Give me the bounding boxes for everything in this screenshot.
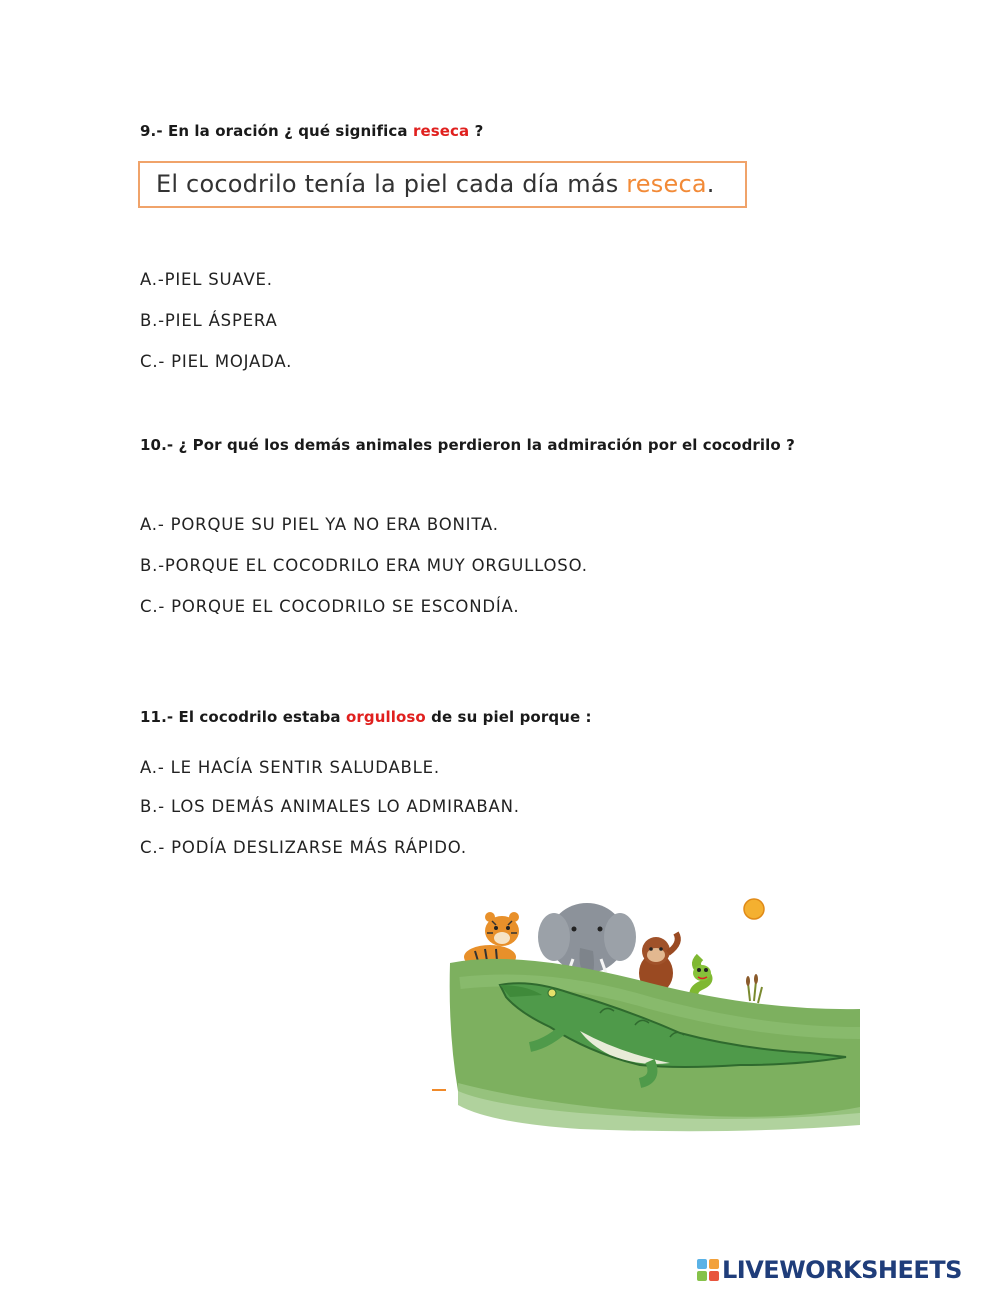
example-sentence xyxy=(156,170,715,198)
question-11-highlight: orgulloso xyxy=(345,708,426,726)
sentence-period: . xyxy=(706,170,715,198)
q11-option-b[interactable]: B.- LOS DEMÁS ANIMALES LO ADMIRABAN. xyxy=(140,797,520,816)
crocodile-animals-illustration xyxy=(430,893,870,1133)
question-11-end: de su piel porque : xyxy=(425,708,592,726)
question-9-highlight: reseca xyxy=(412,122,470,140)
sentence-text: El cocodrilo tenía la piel cada día más xyxy=(156,170,627,198)
question-9-end: ? xyxy=(469,122,484,140)
liveworksheets-logo-icon xyxy=(697,1259,719,1281)
q9-option-a[interactable]: A.-PIEL SUAVE. xyxy=(140,270,273,289)
q11-option-a[interactable]: A.- LE HACÍA SENTIR SALUDABLE. xyxy=(140,758,440,777)
liveworksheets-logo[interactable] xyxy=(697,1256,962,1284)
q10-option-c[interactable]: C.- PORQUE EL COCODRILO SE ESCONDÍA. xyxy=(140,597,520,616)
q10-option-b[interactable]: B.-PORQUE EL COCODRILO ERA MUY ORGULLOSO. xyxy=(140,556,588,575)
question-11-text: 11.- El cocodrilo estaba xyxy=(140,708,346,726)
q9-option-b[interactable]: B.-PIEL ÁSPERA xyxy=(140,311,278,330)
question-9 xyxy=(140,122,483,140)
q11-option-c[interactable]: C.- PODÍA DESLIZARSE MÁS RÁPIDO. xyxy=(140,838,467,857)
question-10: 10.- ¿ Por qué los demás animales perdieron la admiración por el cocodrilo ? xyxy=(140,436,795,454)
liveworksheets-brand: LIVEWORKSHEETS xyxy=(722,1256,962,1284)
q10-option-a[interactable]: A.- PORQUE SU PIEL YA NO ERA BONITA. xyxy=(140,515,499,534)
q9-option-c[interactable]: C.- PIEL MOJADA. xyxy=(140,352,293,371)
question-11 xyxy=(140,708,592,726)
example-sentence-box xyxy=(138,161,747,208)
question-9-text: 9.- En la oración ¿ qué significa xyxy=(140,122,413,140)
sentence-keyword: reseca xyxy=(626,170,707,198)
